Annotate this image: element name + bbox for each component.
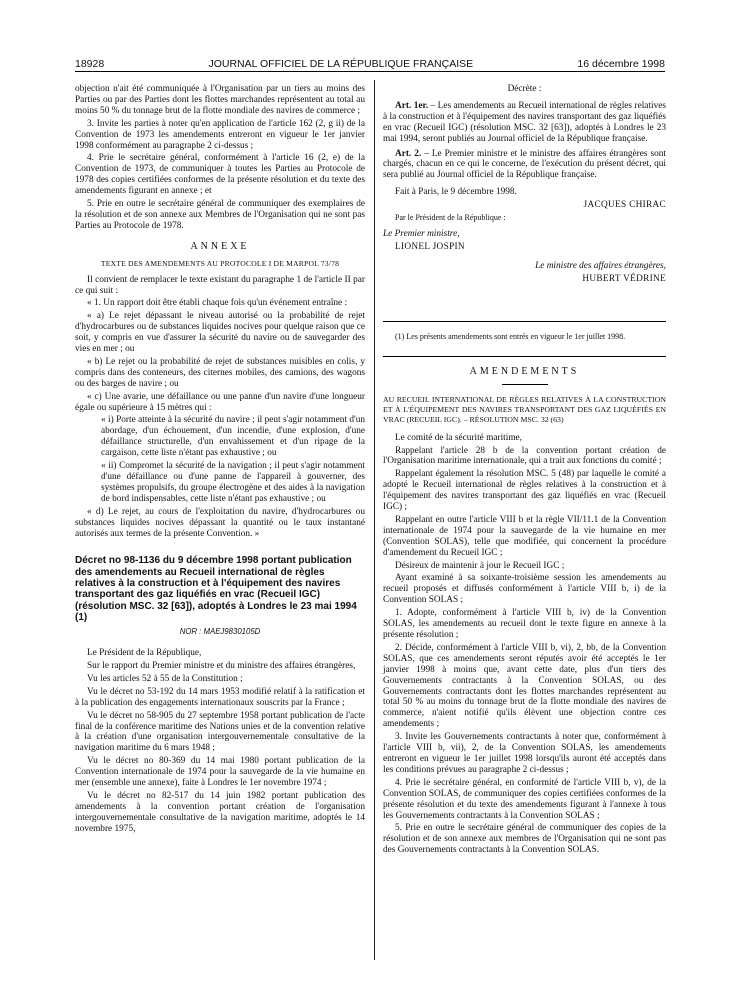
- paragraph: Désireux de maintenir à jour le Recueil IGC ;: [395, 560, 565, 571]
- decree-title: Décret no 98-1136 du 9 décembre 1998 portant publication des amendements au Recueil international de règles relatives à la construction et à l'équipement des navires transportant des gaz liquéfiés en vrac (Recueil IGC) (résolution MSC. 32 [63]), adoptés à Londres le 23 mai 1994 (1): [75, 555, 357, 623]
- paragraph: 1. Adopte, conformément à l'article VIII b, iv) de la Convention SOLAS, les amendements au recueil dont le texte figure en annexe à la présente résolution ;: [383, 608, 666, 640]
- paragraph: Rappelant l'article 28 b de la convention portant création de l'Organisation maritime internationale, qui a trait aux fonctions du comité ;: [383, 445, 666, 467]
- paragraph: Vu le décret no 80-369 du 14 mai 1980 portant publication de la Convention internationale de 1974 pour la sauvegarde de la vie humaine en mer (ensemble une annexe), faite à Londres le 1er novembre 1974 ;: [75, 756, 365, 789]
- fait-a-paris: Fait à Paris, le 9 décembre 1998.: [395, 187, 517, 198]
- issue-date: 16 décembre 1998: [577, 57, 665, 70]
- signature-president: JACQUES CHIRAC: [583, 200, 666, 211]
- amendements-heading: AMENDEMENTS: [469, 365, 580, 377]
- annexe-heading: ANNEXE: [190, 240, 250, 252]
- paragraph: « 1. Un rapport doit être établi chaque fois qu'un événement entraîne :: [87, 298, 348, 309]
- premier-ministre-title: Le Premier ministre,: [383, 229, 460, 240]
- paragraph: 5. Prie en outre le secrétaire général de communiquer des exemplaires de la résolution et de son annexe aux Membres de l'Organisation qui ne sont pas Parties au Protocole de 1978.: [75, 199, 365, 231]
- paragraph: 2. Décide, conformément à l'article VIII b, vi), 2, bb, de la Convention SOLAS, que ces amendements seront réputés avoir été acceptés le 1er janvier 1998 à moins que, avant cette date, plus d'un tiers des Gouvernements contractants à la Convention SOLAS, ou des Gouvernements contractants dont les flottes marchandes représentent au total 50 % au moins du tonnage brut de la flotte mondiale des navires de commerce, n'aient notifié qu'ils élèvent une objection contre ces amendements ;: [383, 642, 666, 730]
- paragraph: Vu le décret no 82-517 du 14 juin 1982 portant publication des amendements à la convention portant création de l'organisation intergouvernementale consultative de la navigation maritime, adoptés le 14 novembre 1975,: [75, 791, 365, 834]
- paragraph: 4. Prie le secrétaire général, conformément à l'article 16 (2, e) de la Convention de 1973, de communiquer à toutes les Parties au Protocole de 1978 des copies certifiées conformes de la présente résolution et du texte des amendements figurant en annexe ; et: [75, 153, 365, 197]
- decrete-label: Décrète :: [507, 84, 542, 94]
- paragraph: 3. Invite les Gouvernements contractants à noter que, conformément à l'article VIII b, vii), 2, de la Convention SOLAS, les amendements entreront en vigueur le 1er juillet 1998 lorsqu'ils auront été acceptés dans les conditions prévues au paragraphe 2 ci-dessus ;: [383, 732, 666, 775]
- paragraph: 5. Prie en outre le secrétaire général de communiquer des copies de la résolution et de son annexe aux membres de l'Organisation qui ne sont pas des Gouvernements contractants à la Convention SOLAS.: [383, 823, 666, 856]
- paragraph: Sur le rapport du Premier ministre et du ministre des affaires étrangères,: [87, 661, 356, 672]
- paragraph: « ii) Compromet la sécurité de la navigation ; il peut s'agir notamment d'une défaillance ou d'une panne de l'appareil à gouverner, des systèmes propulsifs, du groupe électrogène et des aides à la navigation de bord indispensables, cette liste n'étant pas exhaustive ; ou: [101, 461, 365, 504]
- ministre-name: HUBERT VÉDRINE: [582, 273, 666, 284]
- heading-rule: [502, 384, 548, 385]
- paragraph: « b) Le rejet ou la probabilité de rejet de substances nuisibles en colis, y compris dans des conteneurs, des citernes mobiles, des camions, des wagons ou des barges de navire ; ou: [75, 356, 365, 389]
- paragraph: Vu le décret no 53-192 du 14 mars 1953 modifié relatif à la ratification et à la publication des engagements internationaux souscrits par la France ;: [75, 686, 365, 708]
- paragraph: « c) Une avarie, une défaillance ou une panne d'un navire d'une longueur égale ou supérieure à 15 mètres qui :: [75, 391, 365, 413]
- paragraph: Vu les articles 52 à 55 de la Constitution ;: [87, 673, 243, 684]
- paragraph: Il convient de remplacer le texte existant du paragraphe 1 de l'article II par ce qui suit :: [75, 274, 365, 296]
- left-column: [75, 84, 365, 837]
- paragraph: Rappelant en outre l'article VIII b et la règle VII/11.1 de la Convention internationale de 1974 pour la sauvegarde de la vie humaine en mer (Convention SOLAS), telle que modifiée, qui concernent la procédure d'amendement du Recueil IGC ;: [383, 514, 666, 558]
- article-1: Art. 1er. – Les amendements au Recueil international de règles relatives à la construction et à l'équipement des navires transportant des gaz liquéfiés en vrac (Recueil IGC) (résolution MSC. 32 [63]), adoptés à Londres le 23 mai 1994, seront publiés au Journal officiel de la République française.: [383, 100, 666, 144]
- annexe-subtitle: TEXTE DES AMENDEMENTS AU PROTOCOLE I DE MARPOL 73/78: [100, 258, 340, 268]
- footnote: (1) Les présents amendements sont entrés en vigueur le 1er juillet 1998.: [395, 331, 626, 341]
- paragraph: « d) Le rejet, au cours de l'exploitation du navire, d'hydrocarbures ou substances liquides nocives dépassant la quantité ou le taux instantané autorisés aux termes de la présente Convention. »: [75, 506, 365, 539]
- paragraph: Le Président de la République,: [87, 648, 202, 659]
- paragraph: objection n'ait été communiquée à l'Organisation par un tiers au moins des Parties ou par des Parties dont les flottes marchandes représentent au total au moins 50 % du tonnage brut de la flotte mondiale des navires de commerce ;: [75, 84, 365, 116]
- paragraph: Le comité de la sécurité maritime,: [395, 432, 523, 443]
- ministre-title: Le ministre des affaires étrangères,: [535, 260, 666, 271]
- page-number: 18928: [75, 57, 105, 70]
- par-le-president: Par le Président de la République :: [395, 213, 506, 223]
- nor-reference: NOR : MAEJ9830105D: [179, 627, 261, 637]
- column-divider: [374, 80, 375, 960]
- right-column: [383, 84, 666, 858]
- paragraph: « i) Porte atteinte à la sécurité du navire ; il peut s'agir notamment d'un abordage, d'un échouement, d'un incendie, d'une explosion, d'une défaillance structurelle, d'un envahissement et d'un ripage de la cargaison, cette liste n'étant pas exhaustive ; ou: [101, 415, 365, 459]
- journal-title: JOURNAL OFFICIEL DE LA RÉPUBLIQUE FRANÇAISE: [208, 57, 474, 70]
- premier-ministre-name: LIONEL JOSPIN: [395, 241, 465, 252]
- amendements-subtitle: AU RECUEIL INTERNATIONAL DE RÈGLES RELATIVES À LA CONSTRUCTION ET À L'ÉQUIPEMENT DES NAVIRES TRANSPORTANT DES GAZ LIQUÉFIÉS EN VRAC (RECUEIL IGC). – RÉSOLUTION MSC. 32 (63): [383, 394, 666, 424]
- paragraph: « a) Le rejet dépassant le niveau autorisé ou la probabilité de rejet d'hydrocarbures ou de substances liquides nocives pour quelque raison que ce soit, y compris en vue d'assurer la sécurité du navire ou de sauvegarder des vies en mer ; ou: [75, 311, 365, 355]
- separator: [383, 321, 666, 322]
- paragraph: Ayant examiné à sa soixante-troisième session les amendements au recueil proposés et diffusés conformément à l'article VIII b, i) de la Convention SOLAS ;: [383, 573, 666, 606]
- paragraph: Vu le décret no 58-905 du 27 septembre 1958 portant publication de l'acte final de la conférence maritime des Nations unies et de la convention relative à la création d'une organisation intergouvernementale consultative de la navigation maritime du 6 mars 1948 ;: [75, 710, 365, 754]
- paragraph: 4. Prie le secrétaire général, en conformité de l'article VIII b, v), de la Convention SOLAS, de communiquer des copies certifiées conformes de la présente résolution et du texte des amendements figurant à l'annexe à tous les Gouvernements contractants à la Convention SOLAS ;: [383, 777, 666, 821]
- paragraph: 3. Invite les parties à noter qu'en application de l'article 162 (2, g ii) de la Convention de 1973 les amendements entreront en vigueur le 1er janvier 1998 conformément au paragraphe 2 ci-dessus ;: [75, 118, 365, 151]
- separator: [383, 356, 666, 357]
- article-2: Art. 2. – Le Premier ministre et le ministre des affaires étrangères sont chargés, chacun en ce qui le concerne, de l'exécution du présent décret, qui sera publié au Journal officiel de la République française.: [383, 148, 667, 181]
- paragraph: Rappelant également la résolution MSC. 5 (48) par laquelle le comité a adopté le Recueil international de règles relatives à la construction et à l'équipement des navires transportant des gaz liquéfiés en vrac (Recueil IGC) ;: [383, 469, 666, 513]
- page-header: [75, 56, 665, 72]
